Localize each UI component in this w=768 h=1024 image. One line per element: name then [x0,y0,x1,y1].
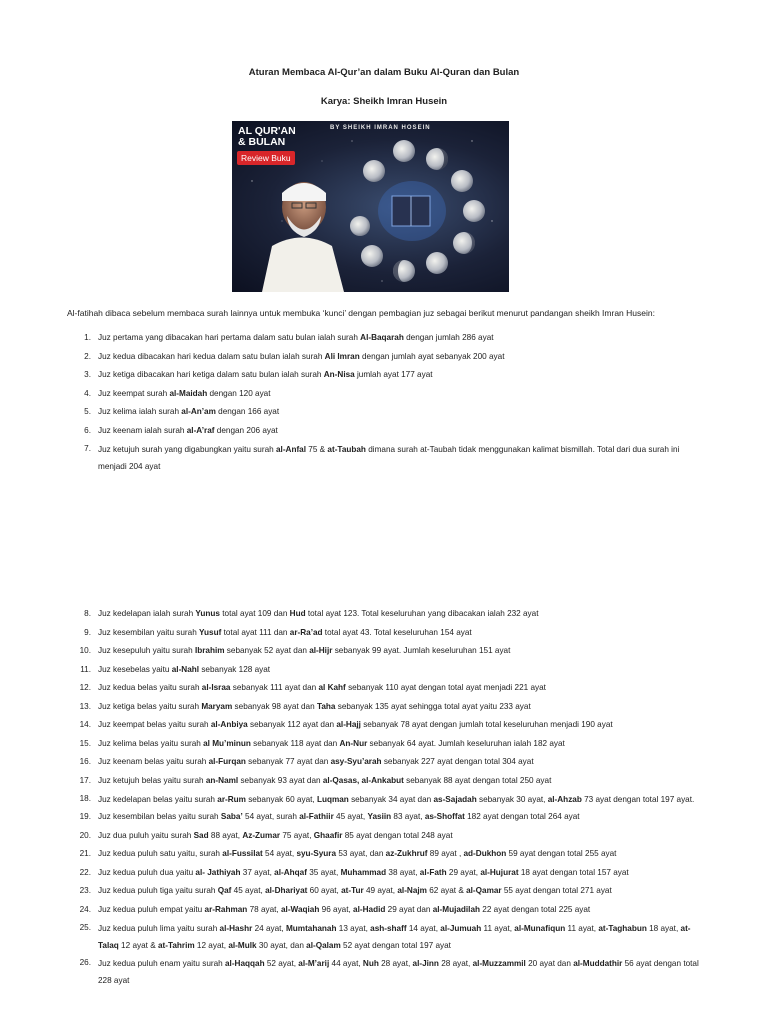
list-item-number: 24. [79,904,91,914]
list-item-text: Juz kesembilan belas yaitu surah Saba’ 54 ayat, surah al-Fathiir 45 ayat, Yasiin 83 ayat, as-Shoffat 182 ayat dengan total 264 ayat [98,812,580,821]
list-item-text: Juz kesembilan yaitu surah Yusuf total ayat 111 dan ar-Ra’ad total ayat 43. Total keseluruhan 154 ayat [98,627,472,637]
list-item [0,735,768,754]
list-item-number: 14. [79,720,91,729]
list-item-number: 18. [79,794,91,803]
list-item-text: Juz kedua puluh satu yaitu, surah al-Fussilat 54 ayat, syu-Syura 53 ayat, dan az-Zukhruf 89 ayat , ad-Dukhon 59 ayat dengan total 255 ayat [98,849,617,858]
list-item-text: Juz kedua puluh enam yaitu surah al-Haqqah 52 ayat, al-M’arij 44 ayat, Nuh 28 ayat, al-Jinn 28 ayat, al-Muzzammil 20 ayat dan al-Muddathir 56 ayat dengan total 228 ayat [98,959,699,985]
author-line: Karya: Sheikh Imran Husein [320,96,448,107]
list-item [0,845,768,864]
list-item [0,605,768,624]
list-item-number: 16. [79,757,91,766]
list-item [0,882,768,901]
juz-list-part-1 [0,329,768,475]
list-item-number: 21. [79,849,91,858]
list-item [0,403,768,422]
list-item [0,440,768,475]
list-item-number: 6. [84,425,91,435]
list-item-number: 5. [84,407,91,416]
list-item-number: 7. [84,444,91,453]
list-item-text: Juz keenam ialah surah al-A’raf dengan 206 ayat [98,425,278,435]
juz-list-part-2 [0,605,768,989]
list-item [0,698,768,717]
list-item [0,348,768,367]
list-item-number: 19. [79,812,91,821]
list-item [0,864,768,883]
list-item-number: 15. [79,738,91,748]
list-item-number: 2. [84,351,91,361]
list-item-number: 1. [84,333,91,342]
list-item-number: 17. [79,775,91,785]
list-item [0,772,768,791]
list-item [0,919,768,954]
list-item [0,385,768,404]
list-item [0,954,768,989]
list-item-number: 20. [79,830,91,840]
list-item-text: Juz ketiga dibacakan hari ketiga dalam satu bulan ialah surah An-Nisa jumlah ayat 177 ayat [98,370,433,379]
list-item [0,366,768,385]
list-item [0,679,768,698]
list-item-text: Juz dua puluh yaitu surah Sad 88 ayat, Az-Zumar 75 ayat, Ghaafir 85 ayat dengan total 248 ayat [98,830,453,840]
list-item [0,753,768,772]
list-item-text: Juz keempat surah al-Maidah dengan 120 ayat [98,388,271,398]
list-item [0,661,768,680]
list-item [0,624,768,643]
list-item-number: 9. [84,627,91,637]
list-item-text: Juz ketiga belas yaitu surah Maryam sebanyak 98 ayat dan Taha sebanyak 135 ayat sehingga total ayat yaitu 233 ayat [98,701,531,711]
list-item-number: 10. [79,646,91,655]
list-item-number: 23. [79,886,91,895]
list-item-text: Juz keenam belas yaitu surah al-Furqan sebanyak 77 ayat dan asy-Syu’arah sebanyak 227 ayat dengan total 304 ayat [98,757,534,766]
list-item-number: 13. [79,701,91,711]
list-item-text: Juz kedua puluh empat yaitu ar-Rahman 78 ayat, al-Waqiah 96 ayat, al-Hadid 29 ayat dan al-Mujadilah 22 ayat dengan total 225 ayat [98,904,591,914]
list-item-number: 26. [79,958,91,967]
list-item-text: Juz kedelapan ialah surah Yunus total ayat 109 dan Hud total ayat 123. Total keseluruhan yang dibacakan ialah 232 ayat [98,609,539,618]
book-cover-image [232,121,509,292]
list-item-text: Juz kedua puluh lima yaitu surah al-Hashr 24 ayat, Mumtahanah 13 ayat, ash-shaff 14 ayat, al-Jumuah 11 ayat, al-Munafiqun 11 ayat, at-Taghabun 18 ayat, at-Talaq 12 ayat & at-Tahrim 12 ayat, al-Mulk 30 ayat, dan al-Qalam 52 ayat dengan total 197 ayat [98,924,691,950]
list-item-text: Juz ketujuh surah yang digabungkan yaitu surah al-Anfal 75 & at-Taubah dimana surah at-Taubah tidak menggunakan kalimat bismillah. Total dari dua surah ini menjadi 204 ayat [98,445,680,471]
list-item-text: Juz keempat belas yaitu surah al-Anbiya sebanyak 112 ayat dan al-Hajj sebanyak 78 ayat dengan jumlah total keseluruhan menjadi 190 ayat [98,720,613,729]
list-item-number: 22. [79,867,91,877]
list-item-text: Juz kedua puluh tiga yaitu surah Qaf 45 ayat, al-Dhariyat 60 ayat, at-Tur 49 ayat, al-Najm 62 ayat & al-Qamar 55 ayat dengan total 271 ayat [98,886,612,895]
list-item [0,716,768,735]
list-item [0,642,768,661]
list-item-text: Juz kelima ialah surah al-An’am dengan 166 ayat [98,407,280,416]
list-item-text: Juz kedelapan belas yaitu surah ar-Rum sebanyak 60 ayat, Luqman sebanyak 34 ayat dan as-Sajadah sebanyak 30 ayat, al-Ahzab 73 ayat dengan total 197 ayat. [98,795,695,804]
list-item [0,422,768,441]
list-item-text: Juz kesebelas yaitu al-Nahl sebanyak 128 ayat [98,664,271,674]
list-item-text: Juz kesepuluh yaitu surah Ibrahim sebanyak 52 ayat dan al-Hijr sebanyak 99 ayat. Jumlah keseluruhan 151 ayat [98,646,511,655]
list-item-text: Juz ketujuh belas yaitu surah an-Naml sebanyak 93 ayat dan al-Qasas, al-Ankabut sebanyak 88 ayat dengan total 250 ayat [98,775,552,785]
list-item-number: 8. [84,609,91,618]
list-item-number: 12. [79,683,91,692]
list-item [0,827,768,846]
list-item-text: Juz kedua belas yaitu surah al-Israa sebanyak 111 ayat dan al Kahf sebanyak 110 ayat dengan total ayat menjadi 221 ayat [98,683,546,692]
list-item [0,808,768,827]
review-badge: Review Buku [237,151,295,165]
list-item-number: 11. [80,664,91,674]
list-item [0,790,768,808]
document-title: Aturan Membaca Al-Qur’an dalam Buku Al-Quran dan Bulan [248,67,520,78]
list-item-number: 4. [84,388,91,398]
list-item-number: 25. [79,923,91,932]
cover-title: AL QUR'AN & BULAN [238,125,296,148]
list-item-text: Juz kedua dibacakan hari kedua dalam satu bulan ialah surah Ali Imran dengan jumlah ayat sebanyak 200 ayat [98,351,505,361]
list-item-text: Juz kedua puluh dua yaitu al- Jathiyah 37 ayat, al-Ahqaf 35 ayat, Muhammad 38 ayat, al-Fath 29 ayat, al-Hujurat 18 ayat dengan total 157 ayat [98,867,629,877]
list-item [0,901,768,920]
cover-author: BY SHEIKH IMRAN HOSEIN [330,125,431,131]
list-item [0,329,768,348]
list-item-text: Juz kelima belas yaitu surah al Mu’minun sebanyak 118 ayat dan An-Nur sebanyak 64 ayat. Jumlah keseluruhan ialah 182 ayat [98,738,565,748]
intro-paragraph: Al-fatihah dibaca sebelum membaca surah lainnya untuk membuka ‘kunci’ dengan pembagian juz sebagai berikut menurut pandangan sheikh Imran Husein: [67,308,655,318]
list-item-text: Juz pertama yang dibacakan hari pertama dalam satu bulan ialah surah Al-Baqarah dengan jumlah 286 ayat [98,333,494,342]
list-item-number: 3. [84,370,91,379]
